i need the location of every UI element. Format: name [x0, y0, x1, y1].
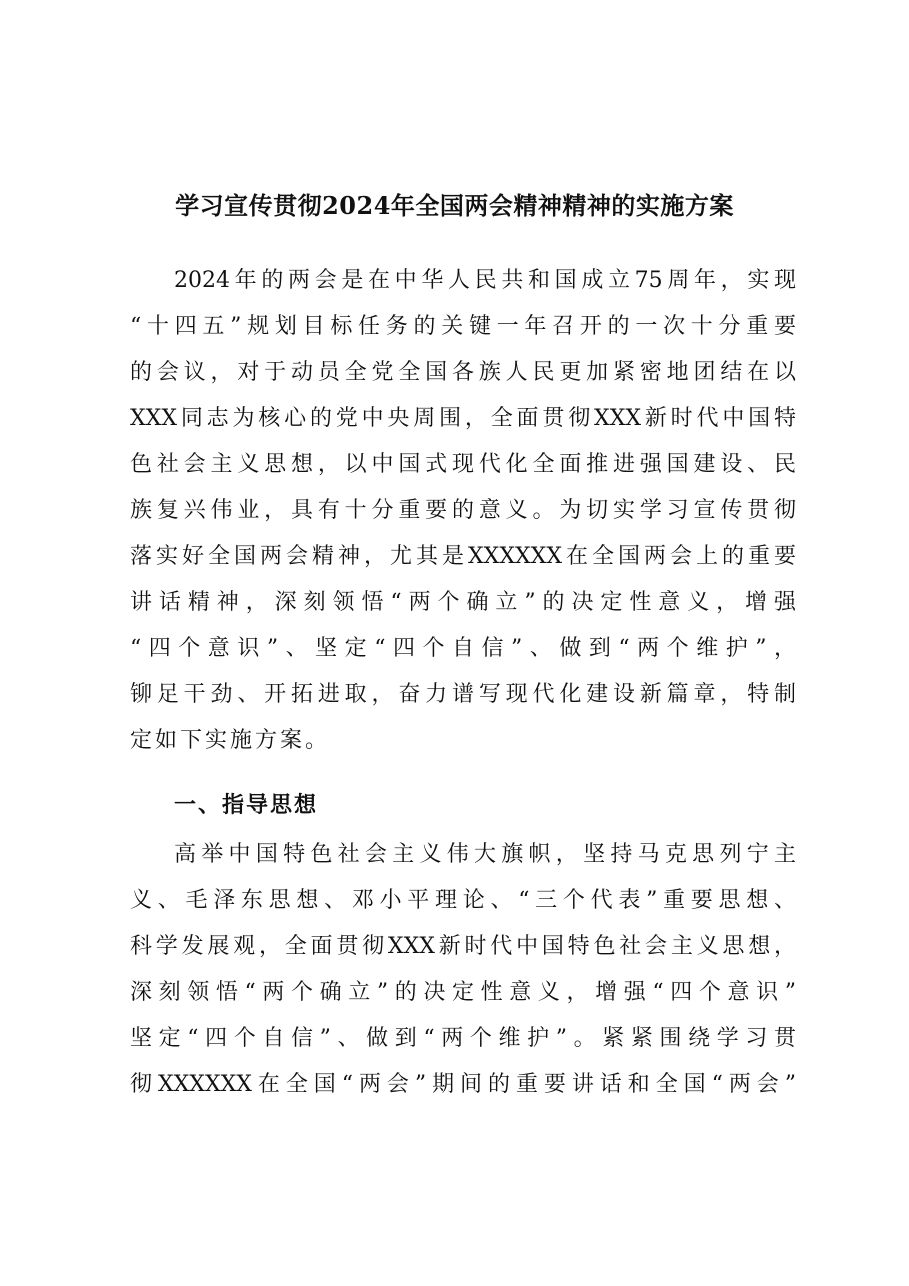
paragraph-line: 义、毛泽东思想、邓小平理论、“三个代表”重要思想、 — [130, 888, 796, 913]
paragraph-line: 坚定“四个自信”、做到“两个维护”。紧紧围绕学习贯 — [130, 1026, 796, 1051]
paragraph-line: 彻XXXXXX在全国“两会”期间的重要讲话和全国“两会” — [130, 1072, 796, 1097]
paragraph-line: 高举中国特色社会主义伟大旗帜，坚持马克思列宁主 — [174, 842, 796, 867]
paragraph-line: 2024年的两会是在中华人民共和国成立75周年，实现 — [174, 268, 796, 293]
document-title: 学习宣传贯彻2024年全国两会精神精神的实施方案 — [175, 191, 734, 220]
paragraph-line: 铆足干劲、开拓进取，奋力谱写现代化建设新篇章，特制 — [130, 682, 796, 707]
paragraph-line: 深刻领悟“两个确立”的决定性意义，增强“四个意识” — [130, 980, 796, 1005]
paragraph-line: 科学发展观，全面贯彻XXX新时代中国特色社会主义思想， — [130, 934, 796, 959]
paragraph-line: XXX同志为核心的党中央周围，全面贯彻XXX新时代中国特 — [130, 406, 796, 431]
section-heading-guiding-thought: 一、指导思想 — [174, 793, 319, 818]
paragraph-line: 的会议，对于动员全党全国各族人民更加紧密地团结在以 — [130, 360, 796, 385]
paragraph-line: 族复兴伟业，具有十分重要的意义。为切实学习宣传贯彻 — [130, 498, 796, 523]
paragraph-line: 落实好全国两会精神，尤其是XXXXXX在全国两会上的重要 — [130, 544, 796, 569]
paragraph-line: 色社会主义思想，以中国式现代化全面推进强国建设、民 — [130, 452, 796, 477]
paragraph-line: 定如下实施方案。 — [130, 728, 331, 753]
paragraph-line: 讲话精神，深刻领悟“两个确立”的决定性意义，增强 — [130, 590, 796, 615]
paragraph-line: “四个意识”、坚定“四个自信”、做到“两个维护”， — [130, 636, 796, 661]
paragraph-intro — [130, 258, 796, 764]
paragraph-guiding-thought — [130, 832, 796, 1108]
paragraph-line: “十四五”规划目标任务的关键一年召开的一次十分重要 — [130, 314, 796, 339]
